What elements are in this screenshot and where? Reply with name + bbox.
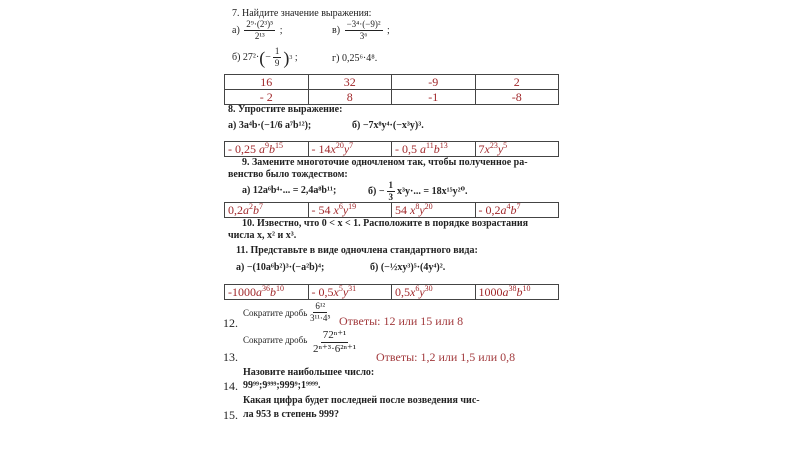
task9-title-line1: 9. Замените многоточие одночленом так, чтобы полученное ра- — [242, 157, 528, 168]
task10-line1: 10. Известно, что 0 < x < 1. Расположите в порядке возрастания — [242, 218, 529, 229]
task8-a — [228, 120, 311, 131]
task11-a-label: а) — [236, 262, 245, 273]
task7-a-numerator: 2⁹·(2³)⁵ — [246, 19, 274, 29]
task8-b — [352, 120, 424, 131]
answer-cell: $0,2a^2b^7$ — [225, 203, 309, 218]
answer-cell: - $14x^{20}y^7$ — [308, 142, 392, 157]
task13-frac-den: 2ⁿ⁺³·6²ⁿ⁺¹ — [313, 343, 357, 355]
task12-number: 12. — [223, 316, 238, 330]
task8-title: 8. Упростите выражение: — [228, 104, 343, 115]
answer-cell: 2 — [475, 75, 559, 90]
task11-title: 11. Представьте в виде одночлена стандартного вида: — [236, 245, 478, 256]
answer-cell: - $0,2a^4b^7$ — [475, 203, 559, 218]
task9-a — [242, 185, 336, 196]
task7-a-label: а) — [232, 25, 240, 36]
task7-g — [332, 53, 377, 64]
task7-a: а) $\frac{\text{2⁹·(2³)⁵}}{\text{2¹³}}$ ; — [232, 19, 283, 41]
answer-cell: $0,5x^6y^{30}$ — [392, 285, 476, 300]
task9-title-line2: венство было тождеством: — [228, 169, 348, 180]
task13-text: Сократите дробь — [243, 335, 308, 345]
task9-b-fraction: $\frac{1}{3}$ — [388, 180, 394, 202]
task9-b: б) − $\frac{1}{3}$ x³y·... = 18x¹⁵y²⁰. — [368, 180, 468, 202]
task11-b-label: б) — [370, 262, 379, 273]
table-row — [225, 90, 559, 105]
answer-cell: - 0,25 $a^9b^{15}$ — [225, 142, 309, 157]
table-row — [225, 75, 559, 90]
task9-a-expr: 12a⁶b⁴·... = 2,4a⁸b¹¹; — [252, 185, 337, 196]
answer-cell: - 0,5 $a^{11}b^{13}$ — [392, 142, 476, 157]
task7-b-frac-den: 9 — [274, 58, 280, 68]
task7-b-fraction — [273, 47, 282, 68]
answer-cell: - $0,5x^5y^{31}$ — [308, 285, 392, 300]
task12-fraction — [308, 302, 333, 323]
answer-cell: - 2 — [225, 90, 309, 105]
task7-v-denominator: 3⁶ — [359, 31, 368, 41]
task11-a-expr: −(10a⁶b²)³·(−a²b)⁴; — [246, 262, 325, 273]
task12-text: Сократите дробь — [243, 308, 308, 318]
task13-frac-num: 72ⁿ⁺¹ — [322, 329, 347, 341]
task10-line2: числа x, x² и x³. — [228, 230, 297, 241]
answer-cell: 32 — [308, 75, 392, 90]
task7-b-label: б) — [232, 52, 241, 63]
task8-b-expr: −7x⁸y⁴·(−x³y)³. — [362, 120, 424, 131]
answer-cell: -9 — [392, 75, 476, 90]
task8-a-label: а) — [228, 120, 237, 131]
task12-frac-num: 6¹² — [315, 301, 326, 311]
task7-v-fraction — [345, 20, 383, 41]
task11-a — [236, 262, 324, 273]
task14-text: Назовите наибольшее число: — [243, 367, 375, 378]
task9-a-label: а) — [242, 185, 251, 196]
task14-number: 14. — [223, 379, 238, 393]
task8-answers-table — [224, 141, 559, 157]
task13-fraction — [311, 330, 358, 355]
task12-answers: Ответы: 12 или 15 или 8 — [339, 314, 464, 328]
answer-cell: $-1000a^{36}b^{10}$ — [225, 285, 309, 300]
task7-title: 7. Найдите значение выражения: — [232, 8, 372, 19]
task7-a-fraction — [244, 20, 275, 41]
task8-b-label: б) — [352, 120, 361, 131]
answer-cell: 16 — [225, 75, 309, 90]
task7-g-expr: 0,25⁶·4⁸. — [341, 53, 378, 64]
task7-v: в) $\frac{\text{−3⁴·(−9)²}}{\text{3⁶}}$ ; — [332, 19, 390, 41]
answer-cell: $1000a^{38}b^{10}$ — [475, 285, 559, 300]
answer-cell: 54 $x^8y^{20}$ — [392, 203, 476, 218]
task13-number: 13. — [223, 350, 238, 364]
task7-b-frac-num: 1 — [274, 46, 280, 56]
task13-answers: Ответы: 1,2 или 1,5 или 0,8 — [376, 350, 516, 364]
task9-b-expr: x³y·... = 18x¹⁵y²⁰. — [397, 186, 468, 197]
answer-cell: $7x^{23}y^5$ — [475, 142, 559, 157]
table-row — [225, 203, 559, 218]
task12-frac-den: 3¹¹·4⁵ — [310, 313, 331, 323]
task11-b — [370, 262, 445, 273]
task7-a-denominator: 2¹³ — [254, 31, 265, 41]
task8-a-expr: 3a⁴b·(−1/6 a⁷b¹²); — [238, 120, 312, 131]
task9-b-label: б) — [368, 186, 377, 197]
task11-b-expr: (−½xy³)⁵·(4y⁴)². — [380, 262, 446, 273]
table-row — [225, 285, 559, 300]
answer-cell: - 54 $x^6y^{19}$ — [308, 203, 392, 218]
task7-v-label: в) — [332, 25, 341, 36]
answer-cell: 8 — [308, 90, 392, 105]
task15-line2: ла 953 в степень 999? — [243, 409, 340, 420]
task14-expr: 99⁹⁹;9⁹⁹⁹;999⁹;1⁹⁹⁹⁹. — [243, 380, 321, 391]
task7-b-expr: 27²· — [242, 52, 260, 63]
table-row — [225, 142, 559, 157]
task15-line1: Какая цифра будет последней после возведения чис- — [243, 395, 480, 406]
task7-g-label: г) — [332, 53, 340, 64]
task15-number: 15. — [223, 408, 238, 422]
task9-answers-table — [224, 202, 559, 218]
task11-answers-table — [224, 284, 559, 300]
answer-cell: -8 — [475, 90, 559, 105]
task7-answers-table — [224, 74, 559, 105]
answer-cell: -1 — [392, 90, 476, 105]
task7-v-numerator: −3⁴·(−9)² — [346, 19, 381, 29]
task7-b: б) 27²· ( − $\frac{1}{9}$ ) 3 ; — [232, 46, 298, 68]
